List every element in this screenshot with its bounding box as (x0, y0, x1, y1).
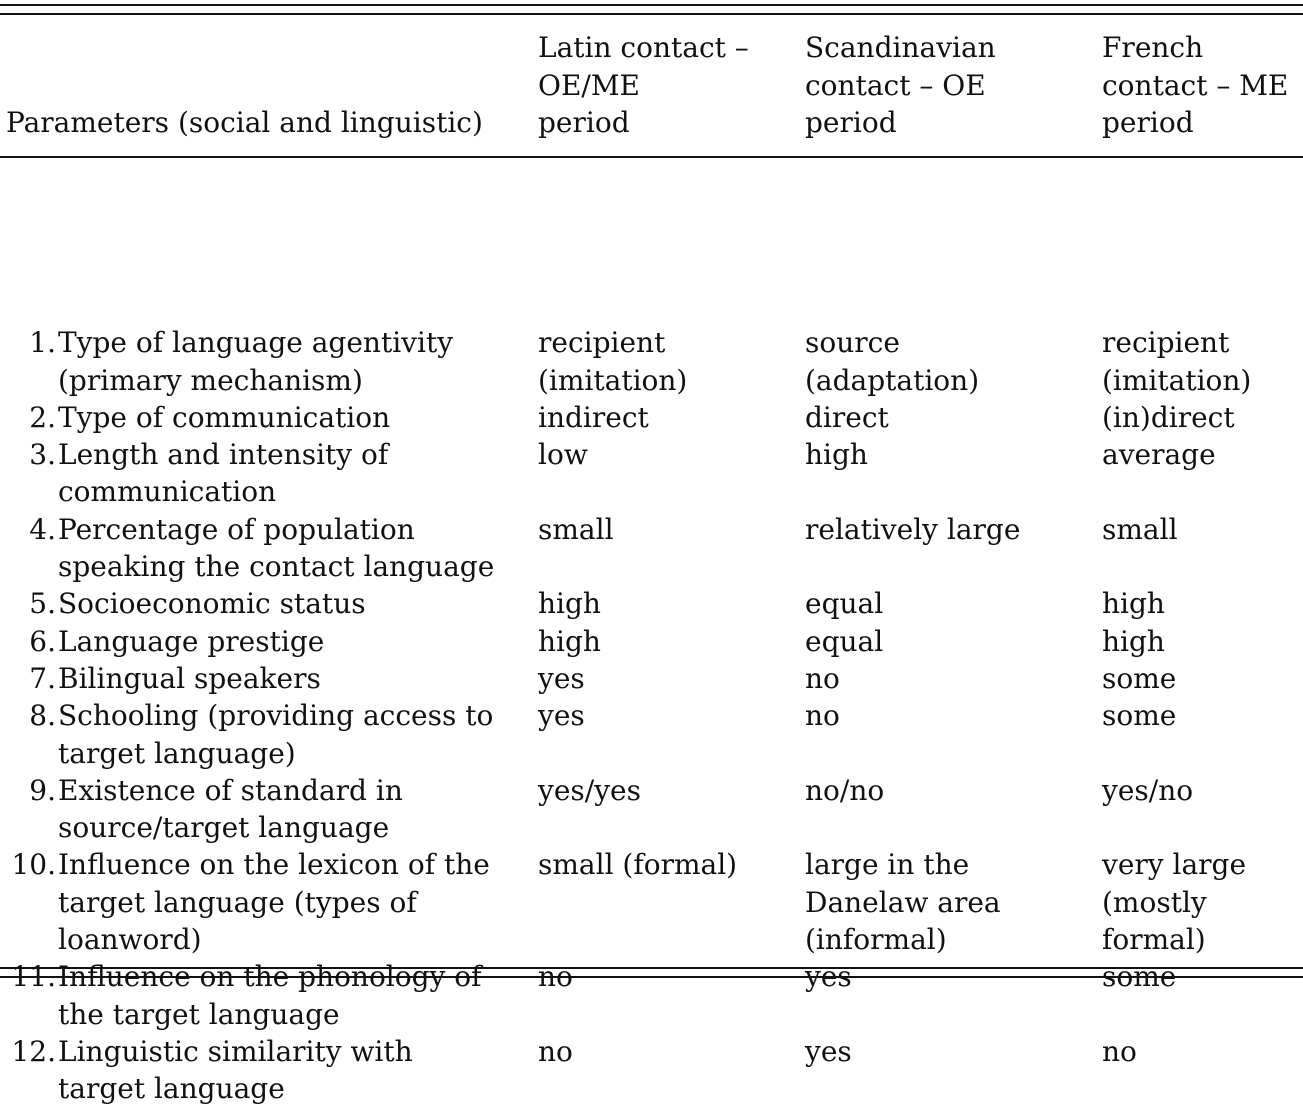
french-value-cell (1096, 660, 1303, 697)
parameter-line: Socioeconomic status (58, 587, 366, 621)
french-value-cell (1096, 623, 1303, 660)
row-number: 10. (11, 848, 56, 882)
parameter-line: communication (58, 475, 277, 509)
value-line: high (1102, 624, 1165, 658)
value-line: high (1102, 587, 1165, 621)
scandinavian-value-cell (799, 697, 1096, 772)
value-line: Danelaw area (805, 885, 1001, 919)
parameter-cell (0, 399, 532, 436)
parameter-entry (0, 958, 532, 1033)
french-value-cell (1096, 697, 1303, 772)
parameter-line: Existence of standard in (58, 773, 403, 807)
value-line: recipient (1102, 326, 1230, 360)
parameter-text (56, 697, 532, 772)
latin-value-cell (532, 697, 799, 772)
value-line: formal) (1102, 923, 1206, 957)
latin-value-cell (532, 399, 799, 436)
table-row (0, 399, 1303, 436)
value-line: equal (805, 624, 884, 658)
header-line: OE/ME (538, 68, 640, 102)
value-line: (mostly (1102, 885, 1207, 919)
value-line: relatively large (805, 512, 1021, 546)
parameter-cell (0, 157, 532, 399)
french-value-cell (1096, 585, 1303, 622)
scandinavian-value-cell (799, 846, 1096, 958)
header-parameters (0, 0, 532, 157)
table-row (0, 846, 1303, 958)
row-number: 1. (29, 326, 56, 360)
parameter-cell (0, 585, 532, 622)
value-line: high (538, 624, 601, 658)
value-line: small (1102, 512, 1178, 546)
value-line: source (805, 326, 900, 360)
french-value-cell (1096, 436, 1303, 511)
parameter-line: Influence on the lexicon of the (58, 848, 490, 882)
table-row (0, 660, 1303, 697)
value-line: some (1102, 699, 1177, 733)
parameter-entry (0, 660, 532, 697)
value-line: no (805, 699, 840, 733)
value-line: recipient (538, 326, 666, 360)
value-line: yes (538, 699, 585, 733)
header-line: French (1102, 31, 1204, 65)
header-line: period (1102, 106, 1194, 139)
parameter-line: Type of language agentivity (58, 326, 454, 360)
latin-value-cell (532, 958, 799, 1033)
header-line: period (538, 106, 630, 139)
value-line: some (1102, 960, 1177, 994)
parameter-text (56, 511, 532, 586)
value-line: no (805, 661, 840, 695)
latin-value-cell (532, 660, 799, 697)
latin-value-cell (532, 772, 799, 847)
parameter-line: target language) (58, 736, 296, 770)
header-scandinavian-contact (799, 0, 1096, 157)
parameter-text (56, 324, 532, 399)
parameter-entry (0, 585, 532, 622)
scandinavian-value-cell (799, 436, 1096, 511)
row-number: 2. (29, 400, 56, 434)
parameter-line: source/target language (58, 811, 390, 845)
header-line: period (805, 106, 897, 139)
french-value-cell (1096, 958, 1303, 1033)
value-line: low (538, 438, 588, 472)
scandinavian-value-cell (799, 511, 1096, 586)
header-line: contact – OE (805, 68, 986, 102)
value-line: no (538, 960, 573, 994)
french-value-cell (1096, 772, 1303, 847)
value-line: (informal) (805, 923, 947, 957)
scandinavian-value-cell (799, 660, 1096, 697)
value-line: average (1102, 438, 1216, 472)
parameter-line: Bilingual speakers (58, 661, 321, 695)
latin-value-cell (532, 436, 799, 511)
parameter-entry (0, 1033, 532, 1108)
table-row (0, 436, 1303, 511)
parameter-line: loanword) (58, 923, 202, 957)
parameter-text (56, 623, 532, 660)
table-row (0, 585, 1303, 622)
parameter-text (56, 399, 532, 436)
parameter-text (56, 436, 532, 511)
header-french-contact (1096, 0, 1303, 157)
value-line: no/no (805, 773, 885, 807)
parameter-entry (0, 623, 532, 660)
row-number: 11. (11, 960, 56, 994)
table-row (0, 1033, 1303, 1108)
value-line: high (538, 587, 601, 621)
scandinavian-value-cell (799, 772, 1096, 847)
row-number: 6. (29, 624, 56, 658)
parameter-line: speaking the contact language (58, 550, 495, 584)
parameter-line: Linguistic similarity with (58, 1034, 413, 1068)
french-value-cell (1096, 1033, 1303, 1108)
parameter-line: Schooling (providing access to (58, 699, 494, 733)
latin-value-cell (532, 623, 799, 660)
value-line: indirect (538, 400, 649, 434)
value-line: small (538, 512, 614, 546)
header-line: Parameters (social and linguistic) (6, 106, 483, 139)
parameter-line: target language (types of (58, 885, 417, 919)
value-line: yes/yes (538, 773, 641, 807)
value-line: yes (805, 1034, 852, 1068)
parameter-cell (0, 846, 532, 958)
scandinavian-value-cell (799, 1033, 1096, 1108)
parameter-entry (0, 436, 532, 511)
table-body (0, 157, 1303, 1107)
parameter-text (56, 1033, 532, 1108)
scandinavian-value-cell (799, 399, 1096, 436)
french-value-cell (1096, 511, 1303, 586)
value-line: some (1102, 661, 1177, 695)
parameter-cell (0, 511, 532, 586)
parameter-cell (0, 772, 532, 847)
parameter-line: (primary mechanism) (58, 363, 363, 397)
row-number: 12. (11, 1034, 56, 1068)
row-number: 4. (29, 512, 56, 546)
value-line: (imitation) (538, 363, 688, 397)
value-line: no (538, 1034, 573, 1068)
value-line: (imitation) (1102, 363, 1252, 397)
parameter-entry (0, 324, 532, 399)
parameter-entry (0, 772, 532, 847)
parameter-cell (0, 958, 532, 1033)
parameter-line: Influence on the phonology of (58, 960, 482, 994)
table-row (0, 511, 1303, 586)
latin-value-cell (532, 846, 799, 958)
latin-value-cell (532, 511, 799, 586)
latin-value-cell (532, 585, 799, 622)
latin-value-cell (532, 157, 799, 399)
table-row (0, 157, 1303, 399)
parameter-cell (0, 623, 532, 660)
value-line: no (1102, 1034, 1137, 1068)
parameter-line: Type of communication (58, 400, 391, 434)
row-number: 9. (29, 773, 56, 807)
parameter-line: Length and intensity of (58, 438, 389, 472)
parameter-entry (0, 697, 532, 772)
parameter-text (56, 585, 532, 622)
table-row (0, 623, 1303, 660)
parameter-text (56, 958, 532, 1033)
parameter-line: Language prestige (58, 624, 325, 658)
scandinavian-value-cell (799, 958, 1096, 1033)
parameter-line: the target language (58, 997, 340, 1031)
parameter-text (56, 772, 532, 847)
parameter-entry (0, 511, 532, 586)
value-line: high (805, 438, 868, 472)
header-row (0, 0, 1303, 157)
value-line: (in)direct (1102, 400, 1235, 434)
parameter-line: Percentage of population (58, 512, 415, 546)
latin-value-cell (532, 1033, 799, 1108)
scandinavian-value-cell (799, 585, 1096, 622)
parameter-cell (0, 697, 532, 772)
row-number: 7. (29, 661, 56, 695)
header-line: contact – ME (1102, 68, 1289, 102)
value-line: (adaptation) (805, 363, 980, 397)
parameter-cell (0, 436, 532, 511)
header-line: Latin contact – (538, 31, 749, 65)
parameter-text (56, 846, 532, 958)
table-row (0, 697, 1303, 772)
value-line: yes/no (1102, 773, 1194, 807)
header-latin-contact (532, 0, 799, 157)
row-number: 5. (29, 587, 56, 621)
value-line: small (formal) (538, 848, 738, 882)
header-line: Scandinavian (805, 31, 996, 65)
value-line: direct (805, 400, 889, 434)
parameter-text (56, 660, 532, 697)
table-row (0, 958, 1303, 1033)
table-row (0, 772, 1303, 847)
parameter-entry (0, 846, 532, 958)
value-line: large in the (805, 848, 970, 882)
value-line: very large (1102, 848, 1247, 882)
scandinavian-value-cell (799, 157, 1096, 399)
parameter-cell (0, 1033, 532, 1108)
french-value-cell (1096, 157, 1303, 399)
scandinavian-value-cell (799, 623, 1096, 660)
value-line: equal (805, 587, 884, 621)
parameter-line: target language (58, 1072, 285, 1106)
value-line: yes (805, 960, 852, 994)
row-number: 3. (29, 438, 56, 472)
french-value-cell (1096, 846, 1303, 958)
value-line: yes (538, 661, 585, 695)
french-value-cell (1096, 399, 1303, 436)
parameter-cell (0, 660, 532, 697)
row-number: 8. (29, 699, 56, 733)
parameter-entry (0, 399, 532, 436)
